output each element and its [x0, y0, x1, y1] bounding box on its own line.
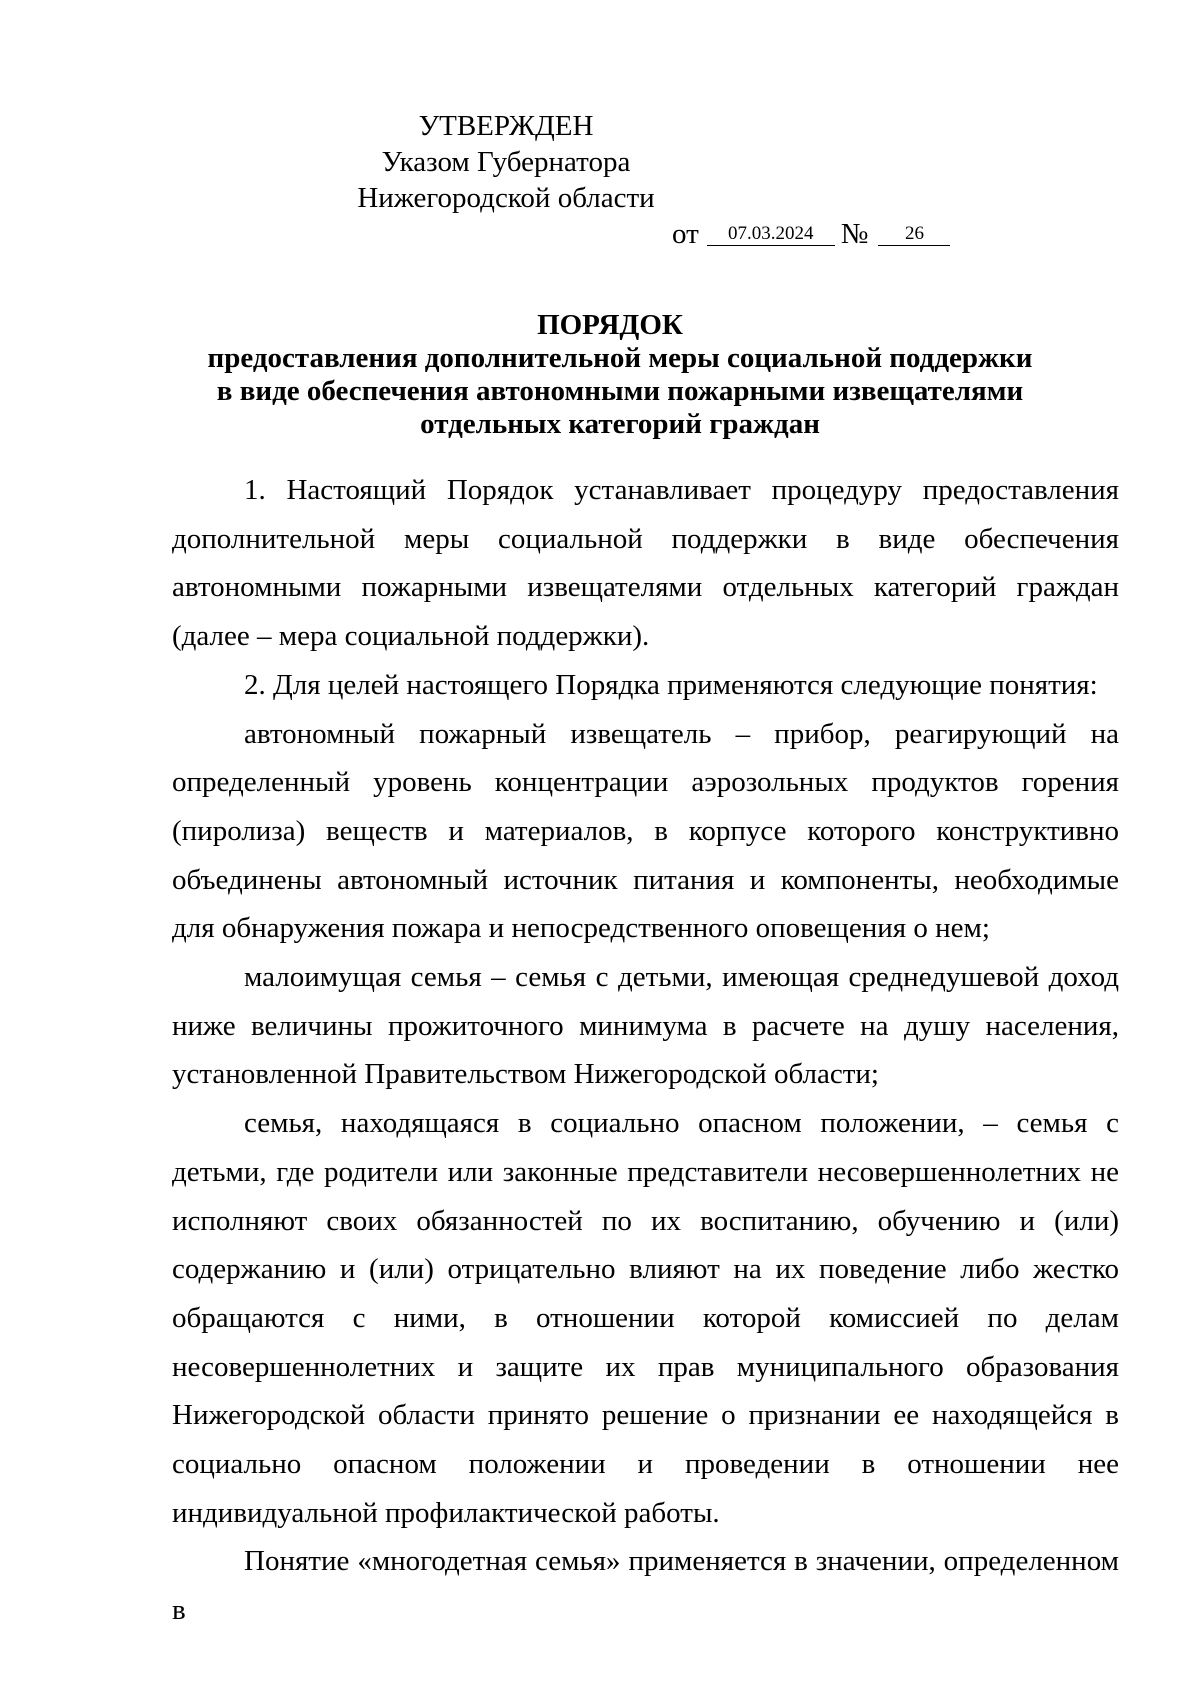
document-body [172, 466, 1119, 1635]
paragraph-large-family: Понятие «многодетная семья» применяется в значении, определенном в [172, 1545, 1119, 1627]
definition-detector: автономный пожарный извещатель – прибор, реагирующий на определенный уровень концентрации аэрозольных продуктов горения (пиролиза) веществ и материалов, в корпусе которого конструктивно объединены автономный источник питания и компоненты, необходимые для обнаружения пожара и непосредственного оповещения о нем; [172, 717, 1119, 945]
document-title [0, 309, 1200, 441]
paragraph-1: 1. Настоящий Порядок устанавливает процедуру предоставления дополнительной меры социальной поддержки в виде обеспечения автономными пожарными извещателями отдельных категорий граждан (далее – мера социальной поддержки). [172, 474, 1119, 653]
title-main: ПОРЯДОК [537, 309, 683, 341]
approval-stamp [0, 108, 1200, 216]
approval-number: 26 [878, 223, 950, 246]
date-prefix: от [672, 218, 699, 250]
approval-by: Указом Губернатора [381, 146, 631, 178]
approval-dateline [672, 216, 950, 252]
approval-heading: УТВЕРЖДЕН [418, 110, 594, 142]
definition-family-dangerous-situation: семья, находящаяся в социально опасном положении, – семья с детьми, где родители или законные представители несовершеннолетних не исполняют своих обязанностей по их воспитанию, обучению и (или) содержанию и (или) отрицательно влияют на их поведение либо жестко обращаются с ними, в отношении которой комиссией по делам несовершеннолетних и защите их прав муниципального образования Нижегородской области принято решение о признании ее находящейся в социально опасном положении и проведении в отношении нее индивидуальной профилактической работы. [172, 1107, 1119, 1529]
approval-date: 07.03.2024 [707, 223, 835, 246]
paragraph-2: 2. Для целей настоящего Порядка применяются следующие понятия: [244, 668, 1098, 701]
definition-low-income-family: малоимущая семья – семья с детьми, имеющая среднедушевой доход ниже величины прожиточного минимума в расчете на душу населения, установленной Правительством Нижегородской области; [172, 961, 1119, 1091]
number-sign: № [840, 218, 869, 250]
title-subtitle: предоставления дополнительной меры социальной поддержки в виде обеспечения автономными пожарными извещателями отдельных категорий граждан [207, 342, 1033, 440]
approval-region: Нижегородской области [357, 182, 655, 214]
